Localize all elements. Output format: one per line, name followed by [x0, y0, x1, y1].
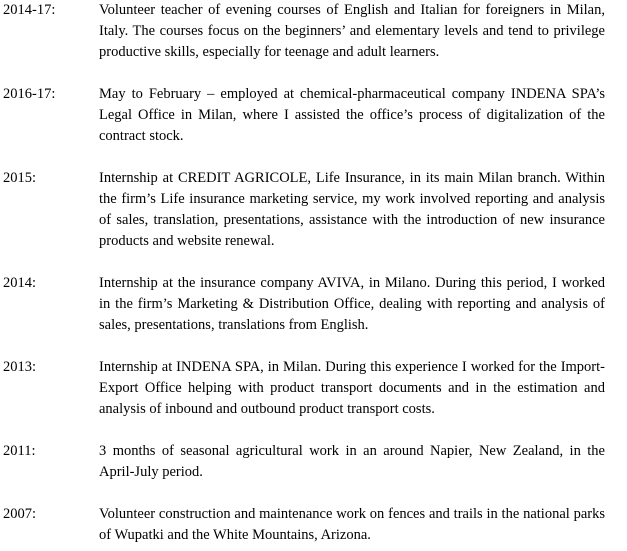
entry-description: Internship at the insurance company AVIVA, in Milano. During this period, I worked in the firm’s Marketing & Distribution Office, dealing with reporting and analysis of sales, presentations, translations from English. — [99, 275, 605, 333]
experience-entry-2014-17 — [0, 0, 627, 63]
entry-description: Internship at CREDIT AGRICOLE, Life Insurance, in its main Milan branch. Within the firm’s Life insurance marketing service, my work involved reporting and analysis of sales, translation, presentations, assistance with the introduction of new insurance products and website renewal. — [99, 170, 605, 249]
entry-year: 2015: — [3, 170, 37, 186]
entry-year: 2014: — [3, 275, 37, 291]
entry-year: 2007: — [3, 506, 37, 522]
entry-description: May to February – employed at chemical-pharmaceutical company INDENA SPA’s Legal Office in Milan, where I assisted the office’s process of digitalization of the contract stock. — [99, 86, 605, 144]
entry-year: 2014-17: — [3, 2, 56, 18]
experience-entry-2013 — [0, 357, 627, 420]
entry-description: 3 months of seasonal agricultural work in an around Napier, New Zealand, in the April-July period. — [99, 443, 605, 480]
entry-year: 2013: — [3, 359, 37, 375]
entry-year: 2011: — [3, 443, 36, 459]
entry-description: Volunteer teacher of evening courses of English and Italian for foreigners in Milan, Italy. The courses focus on the beginners’ and elementary levels and tend to privilege productive skills, especially for teenage and adult learners. — [99, 2, 605, 60]
entry-year: 2016-17: — [3, 86, 56, 102]
experience-entry-2014 — [0, 273, 627, 336]
entry-description: Internship at INDENA SPA, in Milan. During this experience I worked for the Import-Export Office helping with product transport documents and in the estimation and analysis of inbound and outbound product transport costs. — [99, 359, 605, 417]
experience-entry-2011 — [0, 441, 627, 483]
experience-entry-2016-17 — [0, 84, 627, 147]
experience-entry-2007 — [0, 504, 627, 546]
entry-description: Volunteer construction and maintenance work on fences and trails in the national parks of Wupatki and the White Mountains, Arizona. — [99, 506, 605, 543]
experience-entry-2015 — [0, 168, 627, 252]
